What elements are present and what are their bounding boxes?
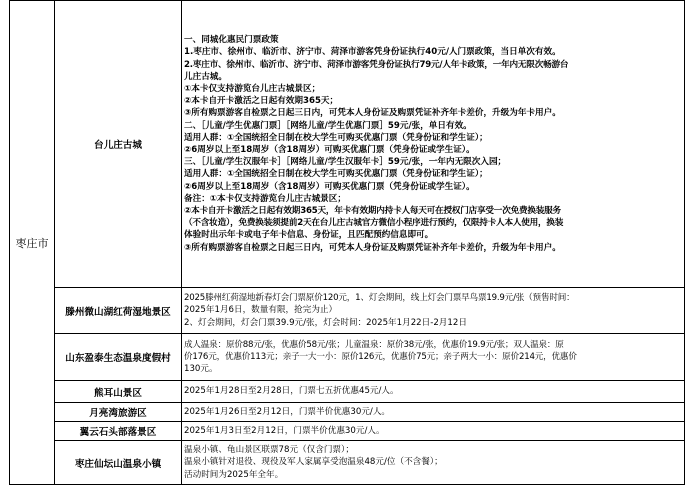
scenic-name: 熊耳山景区 xyxy=(94,387,142,399)
policy-line: 一、同城化惠民门票政策 xyxy=(184,35,279,46)
policy-line: ②本卡自开卡激活之日起有效期365天，年卡有效期内持卡人每天可在授权门店享受一次免费换装服务 xyxy=(184,206,561,217)
policy-line: 成人温泉：原价88元/张，优惠价58元/张；儿童温泉：原价38元/张，优惠价19.9元/张；双人温泉：原 xyxy=(184,339,564,350)
policy-cell xyxy=(182,288,685,334)
table-row xyxy=(10,381,685,403)
policy-line: 2025年1月6日，数量有限，抢完为止） xyxy=(184,305,338,316)
policy-line: ②6周岁以上至18周岁（含18周岁）可购买优惠门票（凭身份证或学生证）。 xyxy=(184,181,475,192)
scenic-name-cell xyxy=(55,334,182,381)
table-row xyxy=(10,403,685,422)
policy-line: 价176元，优惠价113元；亲子一大一小：原价126元，优惠价75元；亲子两大一小：原价214元，优惠价 xyxy=(184,351,577,362)
policy-line: ②6周岁以上至18周岁（含18周岁）可购买优惠门票（凭身份证或学生证）。 xyxy=(184,145,475,155)
policy-line: 体验时出示年卡或电子年卡信息、身份证，且匹配预约信息即可。 xyxy=(184,230,434,241)
policy-line: 温泉小镇针对退役、现役及军人家属享受泡温泉48元/位（不含餐）； xyxy=(184,457,443,468)
policy-line: ③所有购票游客自检票之日起三日内，可凭本人身份证及购票凭证补齐年卡差价，升级为年卡用户。 xyxy=(184,242,561,253)
discount-table-frame xyxy=(9,0,685,486)
policy-line: ③所有购票游客自检票之日起三日内，可凭本人身份证及购票凭证补齐年卡差价，升级为年卡用户。 xyxy=(184,108,561,119)
policy-line: 备注：①本卡仅支持游览台儿庄古城景区； xyxy=(184,193,346,204)
policy-line: 儿庄古城。 xyxy=(184,71,227,82)
scenic-name-cell xyxy=(55,441,182,485)
policy-line: 2.枣庄市、徐州市、临沂市、济宁市、菏泽市游客凭身份证执行79元/人年卡政策，一年内无限次畅游台 xyxy=(184,59,569,70)
scenic-name: 翼云石头部落景区 xyxy=(79,427,157,438)
scenic-name-cell xyxy=(55,1,182,288)
scenic-name: 枣庄仙坛山温泉小镇 xyxy=(74,458,162,470)
policy-cell xyxy=(182,441,685,485)
region-name: 枣庄市 xyxy=(15,236,49,250)
scenic-name: 滕州微山湖红荷湿地景区 xyxy=(65,306,171,318)
region-cell xyxy=(10,1,55,485)
scenic-name-cell xyxy=(55,403,182,422)
policy-cell xyxy=(182,422,685,441)
policy-line: 适用人群：①全国统招全日制在校大学生可购买优惠门票（凭身份证和学生证）； xyxy=(184,169,488,180)
policy-cell xyxy=(182,1,685,288)
scenic-name-cell xyxy=(55,422,182,441)
policy-line: 2、灯会期间，灯会门票39.9元/张，灯会时间：2025年1月22日-2月12日 xyxy=(184,317,467,328)
table-row xyxy=(10,1,685,288)
scenic-name-cell xyxy=(55,381,182,403)
table-row xyxy=(10,441,685,485)
scenic-name: 山东盈泰生态温泉度假村 xyxy=(65,353,171,364)
policy-line: ②本卡自开卡激活之日起有效期365天； xyxy=(184,96,339,107)
policy-line: 温泉小镇、龟山景区联票78元（仅含门票）； xyxy=(184,445,354,456)
table-row xyxy=(10,334,685,381)
policy-line: ①本卡仅支持游览台儿庄古城景区； xyxy=(184,83,321,94)
scenic-discount-table xyxy=(9,0,685,485)
scenic-name: 台儿庄古城 xyxy=(94,140,142,151)
policy-line: 二、［儿童/学生优惠门票］［网络儿童/学生优惠门票］59元/张，单日有效。 xyxy=(184,120,472,131)
policy-line: （不含妆造），免费换装须提前2天在台儿庄古城官方微信小程序进行预约，仅限持卡人本人使用，换装 xyxy=(184,218,564,229)
policy-cell xyxy=(182,403,685,422)
policy-cell xyxy=(182,334,685,381)
policy-line: 活动时间为2025年全年。 xyxy=(184,469,284,480)
policy-cell xyxy=(182,381,685,403)
policy-line: 适用人群：①全国统招全日制在校大学生可购买优惠门票（凭身份证和学生证）； xyxy=(184,132,488,143)
policy-line: 2025年1月28日至2月28日，门票七五折优惠45元/人。 xyxy=(184,386,399,397)
table-row xyxy=(10,422,685,441)
policy-line: 1.枣庄市、徐州市、临沂市、济宁市、菏泽市游客凭身份证执行40元/人门票政策，当日单次有效。 xyxy=(184,47,561,58)
policy-line: 2025滕州红荷湿地新春灯会门票原价120元，1、灯会期间，线上灯会门票早鸟票19.9元/张（预售时间： xyxy=(184,293,575,304)
policy-line: 130元。 xyxy=(184,364,218,375)
policy-line: 2025年1月26日至2月12日，门票半价优惠30元/人。 xyxy=(184,406,391,417)
scenic-name: 月亮湾旅游区 xyxy=(89,408,147,419)
policy-line: 三、［儿童/学生汉服年卡］［网络儿童/学生汉服年卡］59元/张，一年内无限次入园； xyxy=(184,157,507,168)
table-row xyxy=(10,288,685,334)
policy-line: 2025年1月3日至2月12日，门票半价优惠30元/人。 xyxy=(184,425,385,436)
scenic-name-cell xyxy=(55,288,182,334)
